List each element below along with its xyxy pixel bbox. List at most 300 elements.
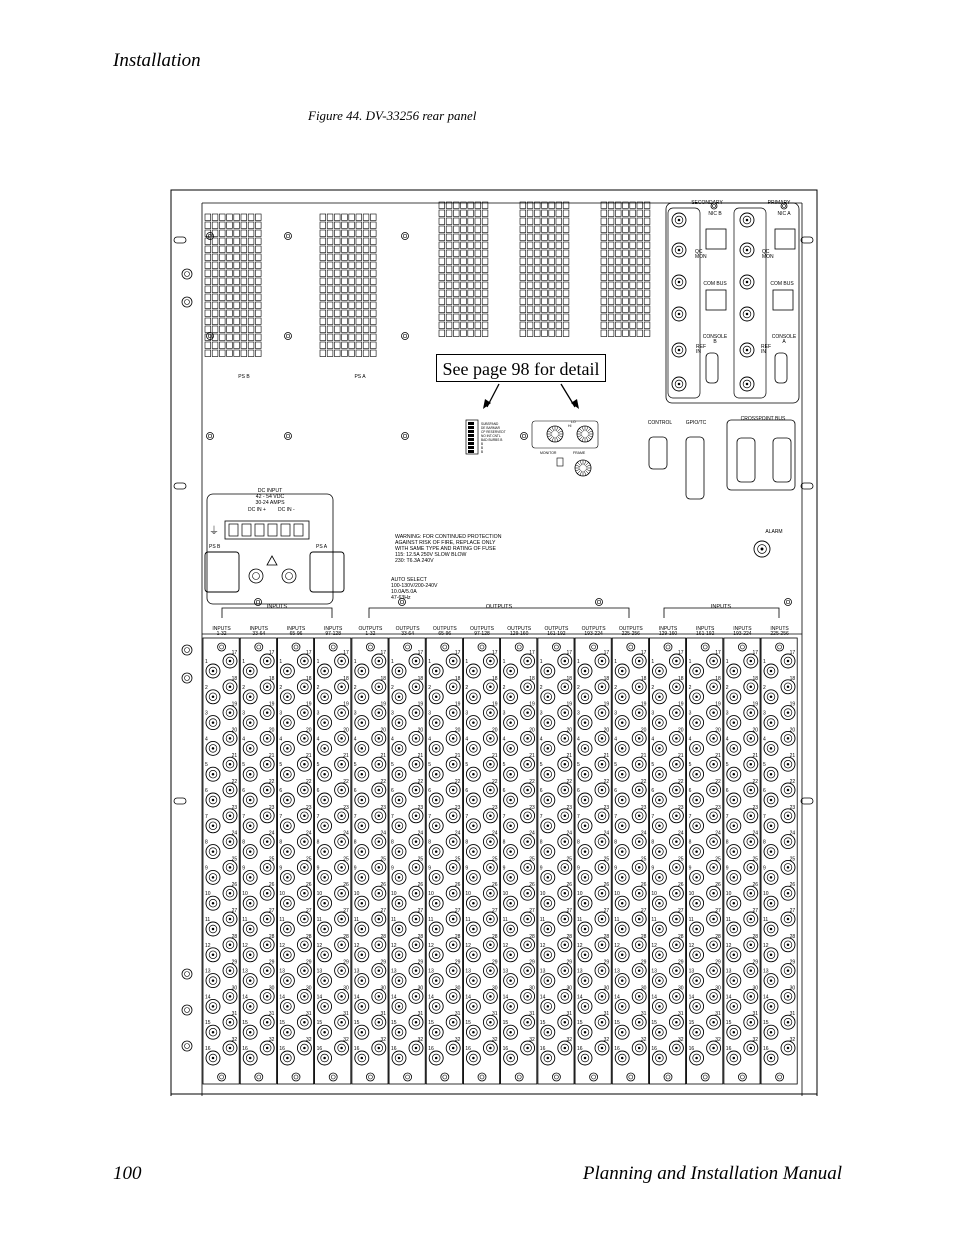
port-number: 27	[343, 908, 349, 914]
bnc-connector	[280, 793, 294, 807]
card-title: INPUTS	[696, 626, 715, 632]
bnc-connector	[727, 1051, 741, 1065]
bnc-connector	[429, 922, 443, 936]
bnc-connector	[504, 948, 518, 962]
screw-icon	[552, 1073, 560, 1081]
port-number: 6	[651, 788, 655, 794]
bnc-connector	[372, 912, 386, 926]
bnc-connector	[615, 690, 629, 704]
bnc-connector	[223, 757, 237, 771]
port-number: 25	[417, 856, 424, 863]
bnc-connector	[260, 680, 274, 694]
qc-mon-label: QC	[762, 249, 770, 255]
port-number: 6	[205, 788, 208, 794]
port-number: 5	[577, 762, 580, 769]
bnc-connector	[392, 741, 406, 755]
port-number: 23	[454, 804, 461, 811]
screw-icon	[366, 1073, 374, 1081]
bnc-connector	[690, 767, 704, 781]
card-range: 97-128	[325, 631, 341, 637]
port-number: 6	[539, 788, 543, 794]
port-number: 26	[789, 882, 796, 889]
bnc-connector	[483, 654, 497, 668]
card-title: INPUTS	[212, 626, 231, 632]
bnc-connector	[429, 793, 443, 807]
port-number: 1	[651, 659, 655, 665]
bnc-connector	[578, 716, 592, 730]
port-number: 16	[502, 1046, 509, 1052]
bnc-connector	[727, 896, 741, 910]
screw-icon	[402, 333, 409, 340]
port-number: 19	[752, 701, 758, 708]
bnc-connector	[504, 690, 518, 704]
port-number: 8	[651, 839, 655, 846]
ac-inlet-ps-a	[310, 552, 344, 592]
bnc-connector	[521, 989, 535, 1003]
port-number: 6	[725, 788, 729, 794]
bnc-connector	[707, 783, 721, 797]
bnc-connector	[297, 757, 311, 771]
card-title: OUTPUTS	[395, 626, 420, 632]
port-number: 5	[353, 762, 357, 769]
bnc-connector	[558, 1015, 572, 1029]
port-number: 5	[502, 762, 506, 769]
port-number: 3	[205, 710, 208, 717]
port-number: 26	[529, 882, 535, 889]
bnc-connector	[727, 870, 741, 884]
port-number: 23	[678, 804, 684, 811]
port-number: 9	[391, 865, 394, 872]
bnc-connector	[781, 809, 795, 823]
bnc-connector	[355, 845, 369, 859]
bnc-connector	[690, 819, 704, 833]
port-number: 28	[678, 933, 684, 940]
port-number: 4	[502, 736, 506, 743]
bnc-connector	[355, 716, 369, 730]
warning-text: AGAINST RISK OF FIRE, REPLACE ONLY	[395, 540, 496, 546]
bnc-connector	[595, 912, 609, 926]
bnc-connector	[223, 654, 237, 668]
bnc-connector	[466, 896, 480, 910]
port-number: 15	[725, 1020, 732, 1027]
port-number: 12	[502, 942, 509, 949]
port-number: 5	[465, 762, 469, 769]
port-number: 22	[454, 779, 461, 785]
card-range: 1-32	[365, 631, 376, 637]
port-number: 31	[566, 1011, 572, 1018]
port-number: 9	[279, 865, 283, 872]
bnc-connector	[297, 731, 311, 745]
port-number: 19	[306, 701, 312, 708]
bnc-connector	[521, 860, 535, 874]
port-number: 15	[353, 1020, 360, 1027]
port-number: 24	[454, 830, 461, 837]
qc-mon-label: MON	[695, 254, 707, 260]
port-number: 18	[789, 675, 796, 682]
bnc-connector	[632, 731, 646, 745]
port-number: 27	[715, 908, 721, 914]
port-number: 21	[492, 753, 498, 760]
bnc-connector	[446, 912, 460, 926]
bnc-connector	[409, 860, 423, 874]
port-number: 17	[454, 650, 461, 656]
port-number: 19	[454, 701, 461, 708]
bnc-connector	[243, 664, 257, 678]
port-number: 10	[614, 891, 620, 898]
port-number: 14	[205, 994, 211, 1001]
bnc-connector	[355, 767, 369, 781]
toggle-switch	[557, 458, 563, 466]
port-number: 23	[268, 804, 275, 811]
screw-icon	[701, 643, 709, 651]
port-number: 2	[391, 684, 394, 691]
bnc-connector	[335, 886, 349, 900]
bnc-connector	[744, 886, 758, 900]
bnc-connector	[672, 213, 686, 227]
bnc-connector	[652, 690, 666, 704]
bnc-connector	[781, 835, 795, 849]
port-number: 3	[353, 710, 357, 717]
port-number: 22	[492, 779, 498, 785]
port-number: 25	[454, 856, 461, 863]
port-number: 10	[577, 891, 583, 898]
port-number: 9	[465, 865, 469, 872]
bnc-connector	[578, 974, 592, 988]
port-number: 21	[789, 753, 796, 760]
port-number: 30	[417, 985, 424, 992]
bnc-connector	[504, 1051, 518, 1065]
bnc-connector	[335, 783, 349, 797]
port-number: 11	[725, 917, 732, 923]
bnc-connector	[280, 819, 294, 833]
port-number: 21	[454, 753, 461, 760]
bnc-connector	[206, 974, 220, 988]
bnc-connector	[781, 938, 795, 952]
port-number: 2	[651, 684, 655, 691]
bnc-connector	[260, 654, 274, 668]
crosspoint-port	[737, 438, 755, 482]
port-number: 10	[688, 891, 695, 898]
bnc-connector	[318, 870, 332, 884]
port-number: 28	[715, 933, 721, 940]
screw-icon	[552, 643, 560, 651]
port-number: 22	[268, 779, 275, 785]
card-range: 129-160	[658, 631, 678, 637]
bnc-connector	[558, 938, 572, 952]
port-number: 6	[502, 788, 506, 794]
card-title: INPUTS	[324, 626, 343, 632]
bnc-connector	[764, 896, 778, 910]
bnc-connector	[409, 783, 423, 797]
port-number: 16	[242, 1046, 248, 1052]
port-number: 24	[640, 830, 647, 837]
port-number: 5	[725, 762, 729, 769]
port-number: 28	[380, 933, 386, 940]
bnc-connector	[318, 999, 332, 1013]
bnc-connector	[521, 938, 535, 952]
bnc-connector	[578, 690, 592, 704]
port-number: 22	[566, 779, 572, 785]
port-number: 23	[417, 804, 424, 811]
port-number: 17	[678, 650, 684, 656]
port-number: 29	[715, 959, 721, 966]
bnc-connector	[615, 767, 629, 781]
screw-icon	[218, 1073, 226, 1081]
port-number: 9	[577, 865, 580, 872]
screw-icon	[521, 433, 528, 440]
bnc-connector	[595, 757, 609, 771]
screw-icon	[701, 1073, 709, 1081]
bnc-connector	[595, 835, 609, 849]
port-number: 8	[428, 839, 431, 846]
com-bus-label: COM BUS	[703, 281, 727, 287]
bnc-connector	[615, 974, 629, 988]
bnc-connector	[632, 1015, 646, 1029]
bnc-connector	[764, 741, 778, 755]
port-number: 16	[279, 1046, 285, 1052]
bnc-connector	[558, 654, 572, 668]
bnc-connector	[243, 870, 257, 884]
bnc-connector	[632, 989, 646, 1003]
bnc-connector	[355, 948, 369, 962]
bnc-connector	[690, 690, 704, 704]
port-number: 26	[640, 882, 647, 889]
bnc-connector	[744, 731, 758, 745]
group-label-inputs: INPUTS	[710, 604, 732, 610]
bnc-connector	[615, 793, 629, 807]
port-number: 11	[205, 917, 211, 923]
port-number: 19	[640, 701, 647, 708]
port-number: 5	[539, 762, 543, 769]
bnc-connector	[504, 870, 518, 884]
port-number: 20	[529, 727, 535, 734]
footer-title: Planning and Installation Manual	[582, 1163, 842, 1184]
port-number: 9	[725, 865, 729, 872]
port-number: 15	[651, 1020, 657, 1027]
monitor-label: MONITOR	[540, 451, 557, 455]
port-number: 2	[614, 684, 617, 691]
port-number: 6	[316, 788, 320, 794]
bnc-connector	[409, 1015, 423, 1029]
bnc-connector	[392, 793, 406, 807]
port-number: 24	[752, 830, 758, 837]
screw-icon	[207, 433, 214, 440]
bnc-connector	[223, 809, 237, 823]
port-number: 28	[343, 933, 349, 940]
port-number: 16	[316, 1046, 323, 1052]
bnc-connector	[727, 767, 741, 781]
port-number: 30	[640, 985, 647, 992]
bnc-connector	[392, 974, 406, 988]
bnc-connector	[466, 793, 480, 807]
port-number: 7	[242, 813, 245, 820]
port-number: 25	[231, 856, 238, 863]
bnc-connector	[483, 886, 497, 900]
bnc-connector	[669, 1015, 683, 1029]
bnc-connector	[392, 999, 406, 1013]
bnc-connector	[392, 948, 406, 962]
bnc-connector	[446, 680, 460, 694]
bnc-connector	[615, 716, 629, 730]
port-number: 24	[789, 830, 796, 837]
port-number: 19	[268, 701, 275, 708]
bnc-connector	[243, 690, 257, 704]
port-number: 17	[529, 650, 535, 656]
bnc-connector	[504, 793, 518, 807]
bnc-connector	[446, 886, 460, 900]
port-number: 24	[231, 830, 238, 837]
port-number: 9	[428, 865, 431, 872]
port-number: 2	[539, 684, 543, 691]
port-number: 13	[242, 968, 248, 975]
bnc-connector	[541, 870, 555, 884]
bnc-connector	[615, 999, 629, 1013]
port-number: 16	[539, 1046, 546, 1052]
port-number: 25	[789, 856, 796, 863]
bnc-connector	[243, 741, 257, 755]
bnc-connector	[223, 706, 237, 720]
port-number: 9	[651, 865, 655, 872]
bnc-connector	[707, 809, 721, 823]
bnc-connector	[206, 664, 220, 678]
port-number: 26	[603, 882, 610, 889]
bnc-connector	[764, 948, 778, 962]
port-number: 8	[391, 839, 394, 846]
bnc-connector	[355, 870, 369, 884]
port-number: 26	[343, 882, 349, 889]
bnc-connector	[483, 680, 497, 694]
bnc-connector	[223, 912, 237, 926]
bnc-connector	[781, 989, 795, 1003]
port-number: 25	[603, 856, 610, 863]
bnc-connector	[297, 860, 311, 874]
bnc-connector	[335, 835, 349, 849]
bnc-connector	[504, 896, 518, 910]
bnc-connector	[504, 664, 518, 678]
dip-label: B	[481, 442, 484, 446]
port-number: 19	[789, 701, 796, 708]
bnc-connector	[615, 870, 629, 884]
port-number: 12	[577, 942, 583, 949]
console-a-label: A	[782, 339, 786, 345]
port-number: 31	[454, 1011, 461, 1018]
port-number: 2	[428, 684, 431, 691]
port-number: 31	[380, 1011, 386, 1018]
bnc-connector	[206, 870, 220, 884]
port-number: 22	[417, 779, 424, 785]
bnc-connector	[690, 716, 704, 730]
port-number: 22	[529, 779, 535, 785]
bnc-connector	[372, 783, 386, 797]
terminal-post	[294, 524, 303, 536]
port-number: 6	[763, 788, 766, 794]
gpio-label: GPIO/TC	[685, 420, 707, 426]
port-number: 16	[205, 1046, 211, 1052]
bnc-connector	[781, 886, 795, 900]
bnc-connector	[652, 716, 666, 730]
bnc-connector	[558, 886, 572, 900]
bnc-connector	[669, 783, 683, 797]
port-number: 19	[603, 701, 610, 708]
port-number: 6	[688, 788, 692, 794]
port-number: 2	[205, 684, 208, 691]
bnc-connector	[781, 654, 795, 668]
port-number: 13	[465, 968, 471, 975]
bnc-connector	[280, 1051, 294, 1065]
port-number: 5	[428, 762, 431, 769]
port-number: 5	[205, 762, 208, 769]
port-number: 3	[651, 710, 655, 717]
port-number: 26	[268, 882, 275, 889]
screw-icon	[292, 1073, 300, 1081]
ac-inlet-ps-b	[205, 552, 239, 592]
ref-in-label: IN	[761, 349, 766, 355]
port-number: 15	[539, 1020, 546, 1027]
bnc-connector	[429, 948, 443, 962]
bnc-connector	[429, 767, 443, 781]
bnc-connector	[223, 835, 237, 849]
port-number: 13	[316, 968, 323, 975]
port-number: 19	[417, 701, 424, 708]
bnc-connector	[483, 964, 497, 978]
bnc-connector	[558, 912, 572, 926]
bnc-connector	[744, 757, 758, 771]
port-number: 2	[577, 684, 580, 691]
bnc-connector	[466, 741, 480, 755]
port-number: 25	[678, 856, 684, 863]
arrow-head	[571, 399, 579, 409]
port-number: 4	[688, 736, 692, 743]
port-number: 28	[454, 933, 461, 940]
bnc-connector	[521, 680, 535, 694]
port-number: 17	[268, 650, 275, 656]
port-number: 28	[529, 933, 535, 940]
port-number: 32	[789, 1037, 796, 1043]
port-number: 31	[417, 1011, 424, 1018]
port-number: 7	[577, 813, 580, 820]
bnc-connector	[429, 1051, 443, 1065]
bnc-connector	[372, 989, 386, 1003]
port-number: 29	[343, 959, 349, 966]
bnc-connector	[483, 835, 497, 849]
port-number: 7	[763, 813, 766, 820]
port-number: 8	[205, 839, 208, 846]
bnc-connector	[521, 757, 535, 771]
ps-a-label: PS A	[354, 374, 366, 380]
port-number: 6	[353, 788, 357, 794]
screw-icon	[255, 1073, 263, 1081]
bnc-connector	[558, 680, 572, 694]
port-number: 2	[279, 684, 283, 691]
bnc-connector	[707, 860, 721, 874]
port-number: 21	[640, 753, 647, 760]
bnc-connector	[690, 1025, 704, 1039]
bnc-connector	[781, 757, 795, 771]
bnc-connector	[558, 783, 572, 797]
card-title: INPUTS	[733, 626, 752, 632]
auto-select-text: 10.0A/5.0A	[391, 589, 417, 595]
port-number: 4	[242, 736, 245, 743]
bnc-connector	[632, 680, 646, 694]
auto-select-text: 100-130V/200-240V	[391, 583, 438, 589]
port-number: 21	[752, 753, 758, 760]
bnc-connector	[578, 896, 592, 910]
port-number: 2	[763, 684, 766, 691]
bnc-connector	[740, 307, 754, 321]
bnc-connector	[615, 664, 629, 678]
bnc-connector	[652, 767, 666, 781]
bnc-connector	[764, 690, 778, 704]
